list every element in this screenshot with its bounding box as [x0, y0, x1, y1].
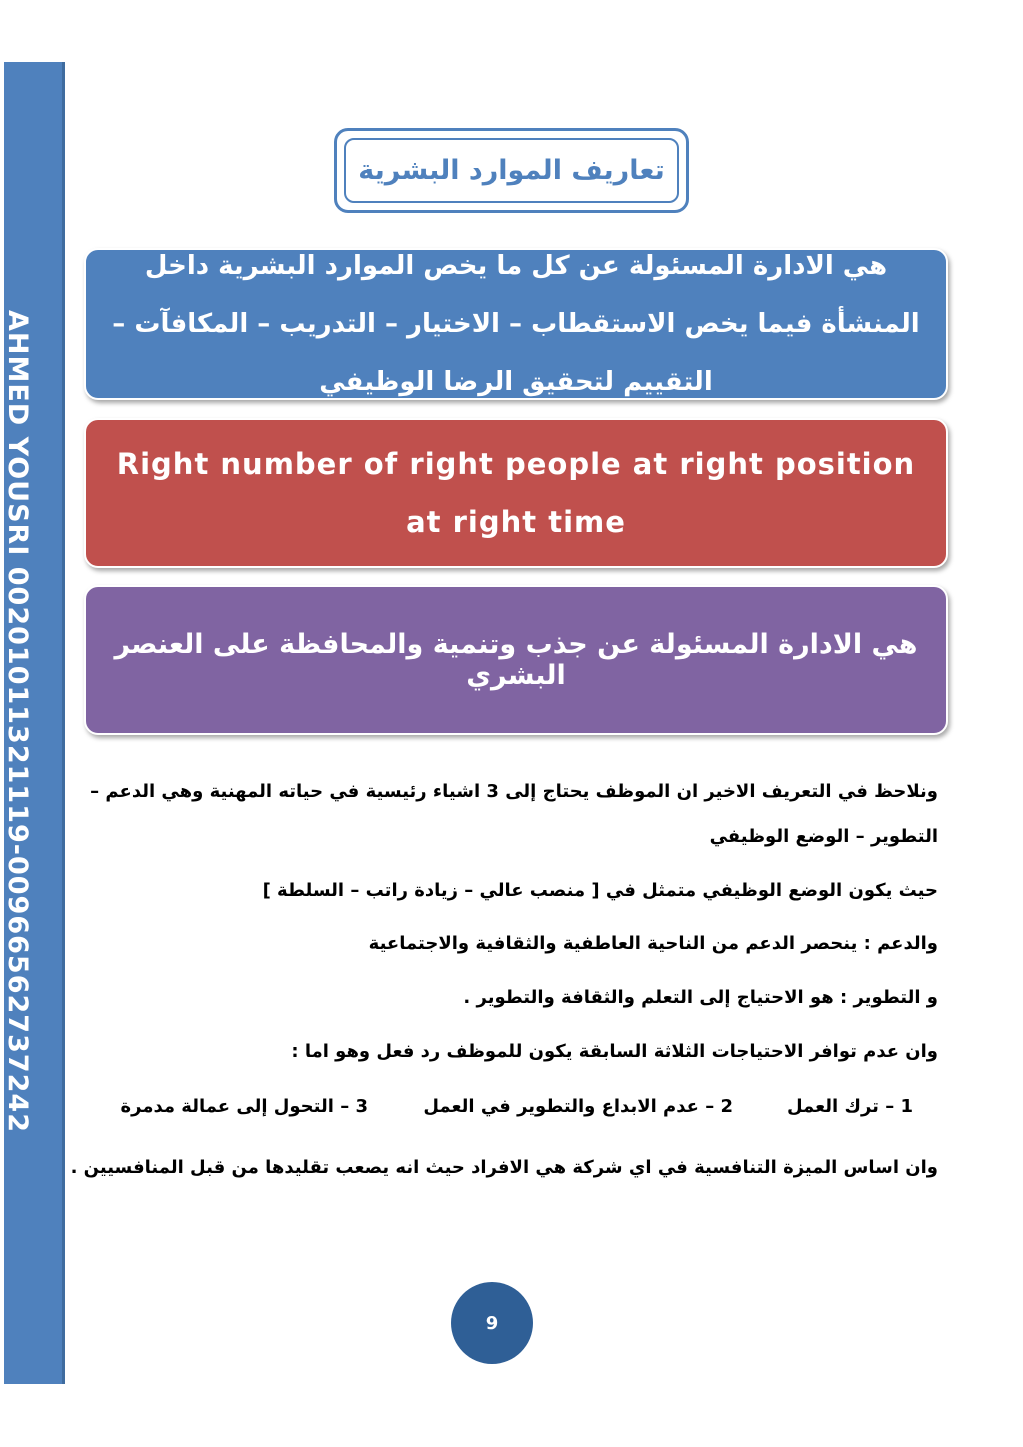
page-title: تعاريف الموارد البشرية	[344, 138, 679, 203]
body-line-7: وان اساس الميزة التنافسية في اي شركة هي الافراد حيث انه يصعب تقليدها من قبل المنافسيين .	[70, 1157, 938, 1178]
definition-card-3	[84, 585, 948, 735]
title-box	[334, 128, 689, 213]
body-line-4: والدعم : ينحصر الدعم من الناحية العاطفية والثقافية والاجتماعية	[368, 933, 938, 954]
reaction-item-2: 2 – عدم الابداع والتطوير في العمل	[423, 1096, 733, 1117]
body-line-3: حيث يكون الوضع الوظيفي متمثل في [ منصب عالي – زيادة راتب – السلطة ]	[262, 880, 938, 901]
page-number: 9	[451, 1282, 533, 1364]
definition-2-text: Right number of right people at right position at right time	[116, 447, 916, 539]
body-line-1: ونلاحظ في التعريف الاخير ان الموظف يحتاج إلى 3 اشياء رئيسية في حياته المهنية وهي الدعم –	[90, 781, 938, 802]
body-line-5: و التطوير : هو الاحتياج إلى التعلم والثقافة والتطوير .	[463, 987, 938, 1008]
definition-3-text: هي الادارة المسئولة عن جذب وتنمية والمحافظة على العنصر البشري	[114, 629, 918, 691]
definition-1-text: هي الادارة المسئولة عن كل ما يخص الموارد البشرية داخل المنشأة فيما يخص الاستقطاب – الاختيار – التدريب – المكافآت – التقييم لتحقيق الرضا الوظيفي	[112, 251, 920, 397]
body-line-2: التطوير – الوضع الوظيفي	[709, 826, 938, 847]
definition-card-1	[84, 248, 948, 400]
side-banner-text: AHMED YOUSRI 00201011321119-00966562737242	[2, 310, 33, 1133]
definition-card-2	[84, 418, 948, 568]
reaction-item-3: 3 – التحول إلى عمالة مدمرة	[120, 1096, 368, 1117]
body-line-6: وان عدم توافر الاحتياجات الثلاثة السابقة يكون للموظف رد فعل وهو اما :	[291, 1041, 938, 1062]
reaction-item-1: 1 – ترك العمل	[786, 1096, 913, 1117]
